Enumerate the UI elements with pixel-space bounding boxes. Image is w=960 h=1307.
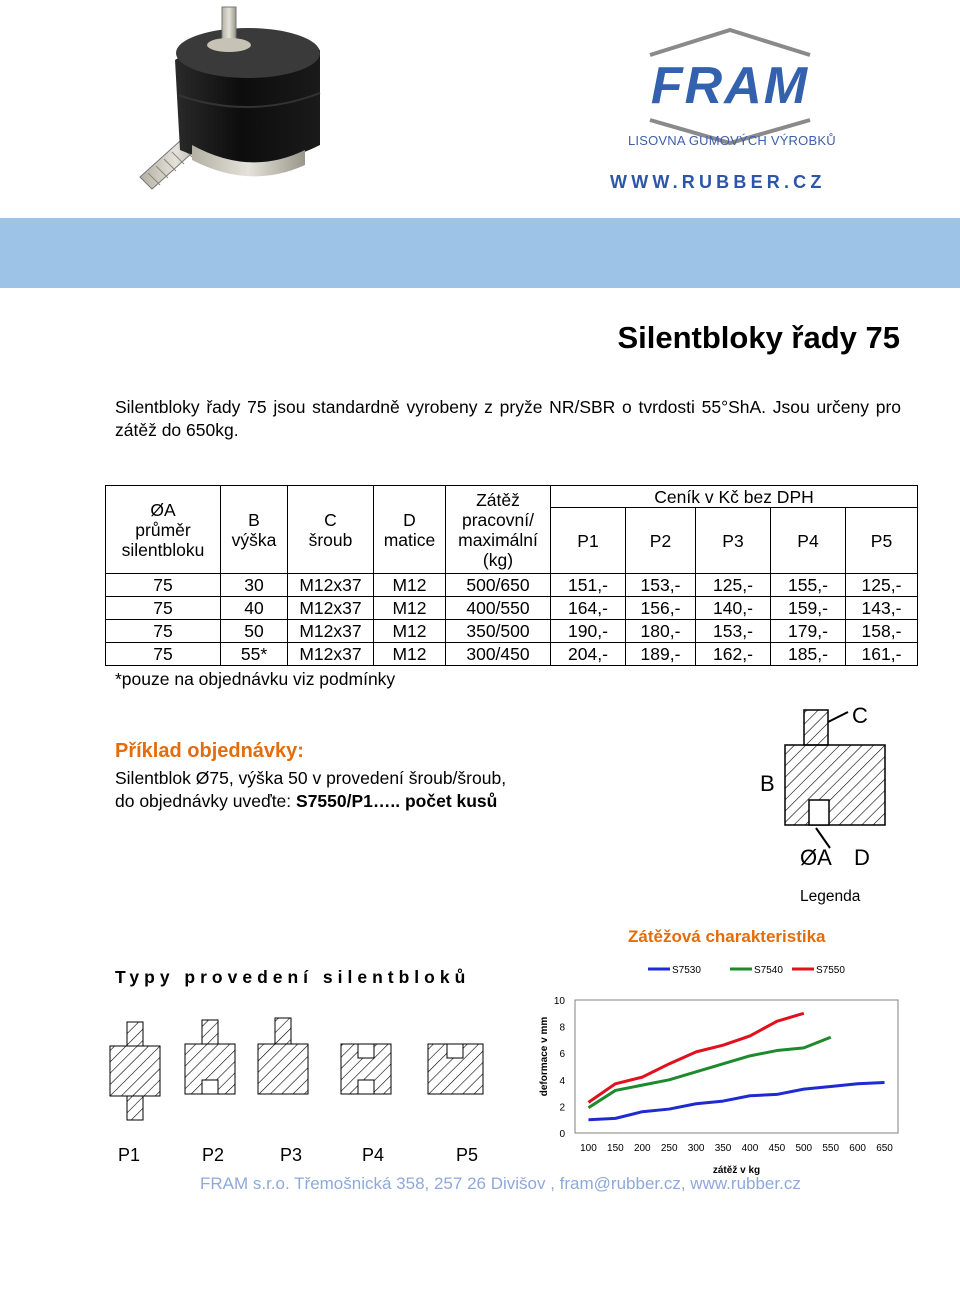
table-cell: 156,-	[626, 597, 696, 620]
footnote: *pouze na objednávku viz podmínky	[115, 669, 396, 689]
table-row	[106, 574, 918, 597]
x-tick-label: 300	[687, 1143, 705, 1154]
table-cell: M12	[374, 643, 446, 666]
table-cell: 185,-	[771, 643, 846, 666]
table-cell: 164,-	[551, 597, 626, 620]
legend-label-a: ØA	[800, 845, 832, 870]
table-cell: 143,-	[846, 597, 918, 620]
type-p4-drawing	[341, 1044, 391, 1094]
table-cell: 55*	[221, 643, 288, 666]
col-header-p1: P1	[551, 508, 626, 574]
table-cell: 153,-	[696, 620, 771, 643]
table-cell: 350/500	[446, 620, 551, 643]
table-cell: 158,-	[846, 620, 918, 643]
table-row	[106, 643, 918, 666]
x-tick-label: 600	[849, 1143, 866, 1154]
table-cell: 180,-	[626, 620, 696, 643]
logo-tagline: LISOVNA GUMOVÝCH VÝROBKŮ	[628, 133, 836, 148]
logo-wordmark: FRAM	[650, 57, 810, 115]
type-p2-drawing	[185, 1020, 235, 1094]
table-cell: M12	[374, 597, 446, 620]
table-cell: M12x37	[288, 597, 374, 620]
price-header: Ceník v Kč bez DPH	[551, 486, 918, 508]
table-cell: M12	[374, 574, 446, 597]
table-cell: 151,-	[551, 574, 626, 597]
table-cell: 155,-	[771, 574, 846, 597]
legend-label-b: B	[760, 771, 775, 796]
x-tick-label: 400	[741, 1143, 759, 1154]
type-label-p4: P4	[362, 1145, 385, 1165]
table-cell: 153,-	[626, 574, 696, 597]
col-header-p2: P2	[626, 508, 696, 574]
table-cell: 125,-	[846, 574, 918, 597]
table-cell: 161,-	[846, 643, 918, 666]
legend-entry: S7550	[816, 965, 845, 976]
table-cell: 30	[221, 574, 288, 597]
col-header-height: B výška	[221, 486, 288, 574]
x-axis-label: zátěž v kg	[712, 1165, 761, 1176]
order-example-code: S7550/P1….. počet kusů	[296, 791, 498, 811]
order-example-heading: Příklad objednávky:	[115, 740, 304, 762]
type-label-p3: P3	[280, 1145, 303, 1165]
table-cell: M12x37	[288, 574, 374, 597]
legend-entry: S7530	[672, 965, 701, 976]
col-header-p4: P4	[771, 508, 846, 574]
type-label-p5: P5	[456, 1145, 479, 1165]
table-row	[106, 620, 918, 643]
y-tick-label: 6	[559, 1049, 565, 1061]
footer-contact: FRAM s.r.o. Třemošnická 358, 257 26 Divišov , fram@rubber.cz, www.rubber.cz	[200, 1174, 801, 1193]
table-cell: 500/650	[446, 574, 551, 597]
col-header-nut: D matice	[374, 486, 446, 574]
table-cell: 140,-	[696, 597, 771, 620]
table-cell: 300/450	[446, 643, 551, 666]
table-cell: 190,-	[551, 620, 626, 643]
type-p5-drawing	[428, 1044, 483, 1094]
table-cell: 75	[106, 620, 221, 643]
intro-text: Silentbloky řady 75 jsou standardně vyrobeny z pryže NR/SBR o tvrdosti 55°ShA. Jsou určeny pro zátěž do 650kg.	[115, 397, 901, 440]
table-cell: 75	[106, 643, 221, 666]
legend-drawing	[760, 700, 910, 880]
table-cell: 204,-	[551, 643, 626, 666]
chart-title: Zátěžová charakteristika	[628, 927, 826, 946]
x-tick-label: 500	[795, 1143, 813, 1154]
type-label-p2: P2	[202, 1145, 225, 1165]
x-tick-label: 250	[660, 1143, 678, 1154]
load-chart	[530, 955, 910, 1176]
product-photo	[130, 5, 340, 200]
x-tick-label: 350	[714, 1143, 732, 1154]
table-row	[106, 597, 918, 620]
table-cell: 75	[106, 574, 221, 597]
page-title: Silentbloky řady 75	[617, 320, 900, 355]
legend-label-d: D	[854, 845, 870, 870]
y-tick-label: 4	[559, 1075, 565, 1087]
plot-area	[575, 1000, 898, 1133]
order-example-line2	[115, 791, 497, 812]
y-axis-label: deformace v mm	[539, 1016, 550, 1097]
x-tick-label: 100	[580, 1143, 597, 1154]
legend-entry: S7540	[754, 965, 783, 976]
logo-website: WWW.RUBBER.CZ	[610, 172, 826, 192]
table-cell: M12	[374, 620, 446, 643]
col-header-p3: P3	[696, 508, 771, 574]
col-header-diameter: ØA průměr silentbloku	[106, 486, 221, 574]
legend-label-c: C	[852, 703, 868, 728]
table-cell: M12x37	[288, 643, 374, 666]
table-cell: 400/550	[446, 597, 551, 620]
col-header-p5: P5	[846, 508, 918, 574]
type-p1-drawing	[110, 1022, 160, 1120]
type-label-p1: P1	[118, 1145, 141, 1165]
table-cell: 75	[106, 597, 221, 620]
x-tick-label: 200	[633, 1143, 651, 1154]
types-drawings	[105, 1010, 505, 1125]
spec-price-table	[105, 485, 918, 666]
table-cell: 50	[221, 620, 288, 643]
header-band	[0, 218, 960, 288]
table-cell: 40	[221, 597, 288, 620]
x-tick-label: 450	[768, 1143, 786, 1154]
legend-caption: Legenda	[800, 888, 861, 905]
x-tick-label: 650	[876, 1143, 893, 1154]
y-tick-label: 10	[553, 996, 565, 1007]
x-tick-label: 550	[822, 1143, 840, 1154]
y-tick-label: 2	[559, 1102, 565, 1114]
table-cell: M12x37	[288, 620, 374, 643]
table-cell: 189,-	[626, 643, 696, 666]
order-example-prefix: do objednávky uveďte:	[115, 791, 297, 811]
x-tick-label: 150	[607, 1143, 624, 1154]
table-cell: 179,-	[771, 620, 846, 643]
types-heading: Typy provedení silentbloků	[115, 967, 471, 987]
col-header-bolt: C šroub	[288, 486, 374, 574]
order-example-line1: Silentblok Ø75, výška 50 v provedení šroub/šroub,	[115, 768, 507, 788]
type-p3-drawing	[258, 1018, 308, 1094]
y-tick-label: 0	[559, 1129, 565, 1140]
col-header-load: Zátěž pracovní/ maximální (kg)	[446, 486, 551, 574]
table-cell: 162,-	[696, 643, 771, 666]
table-cell: 125,-	[696, 574, 771, 597]
y-tick-label: 8	[559, 1022, 565, 1034]
table-cell: 159,-	[771, 597, 846, 620]
